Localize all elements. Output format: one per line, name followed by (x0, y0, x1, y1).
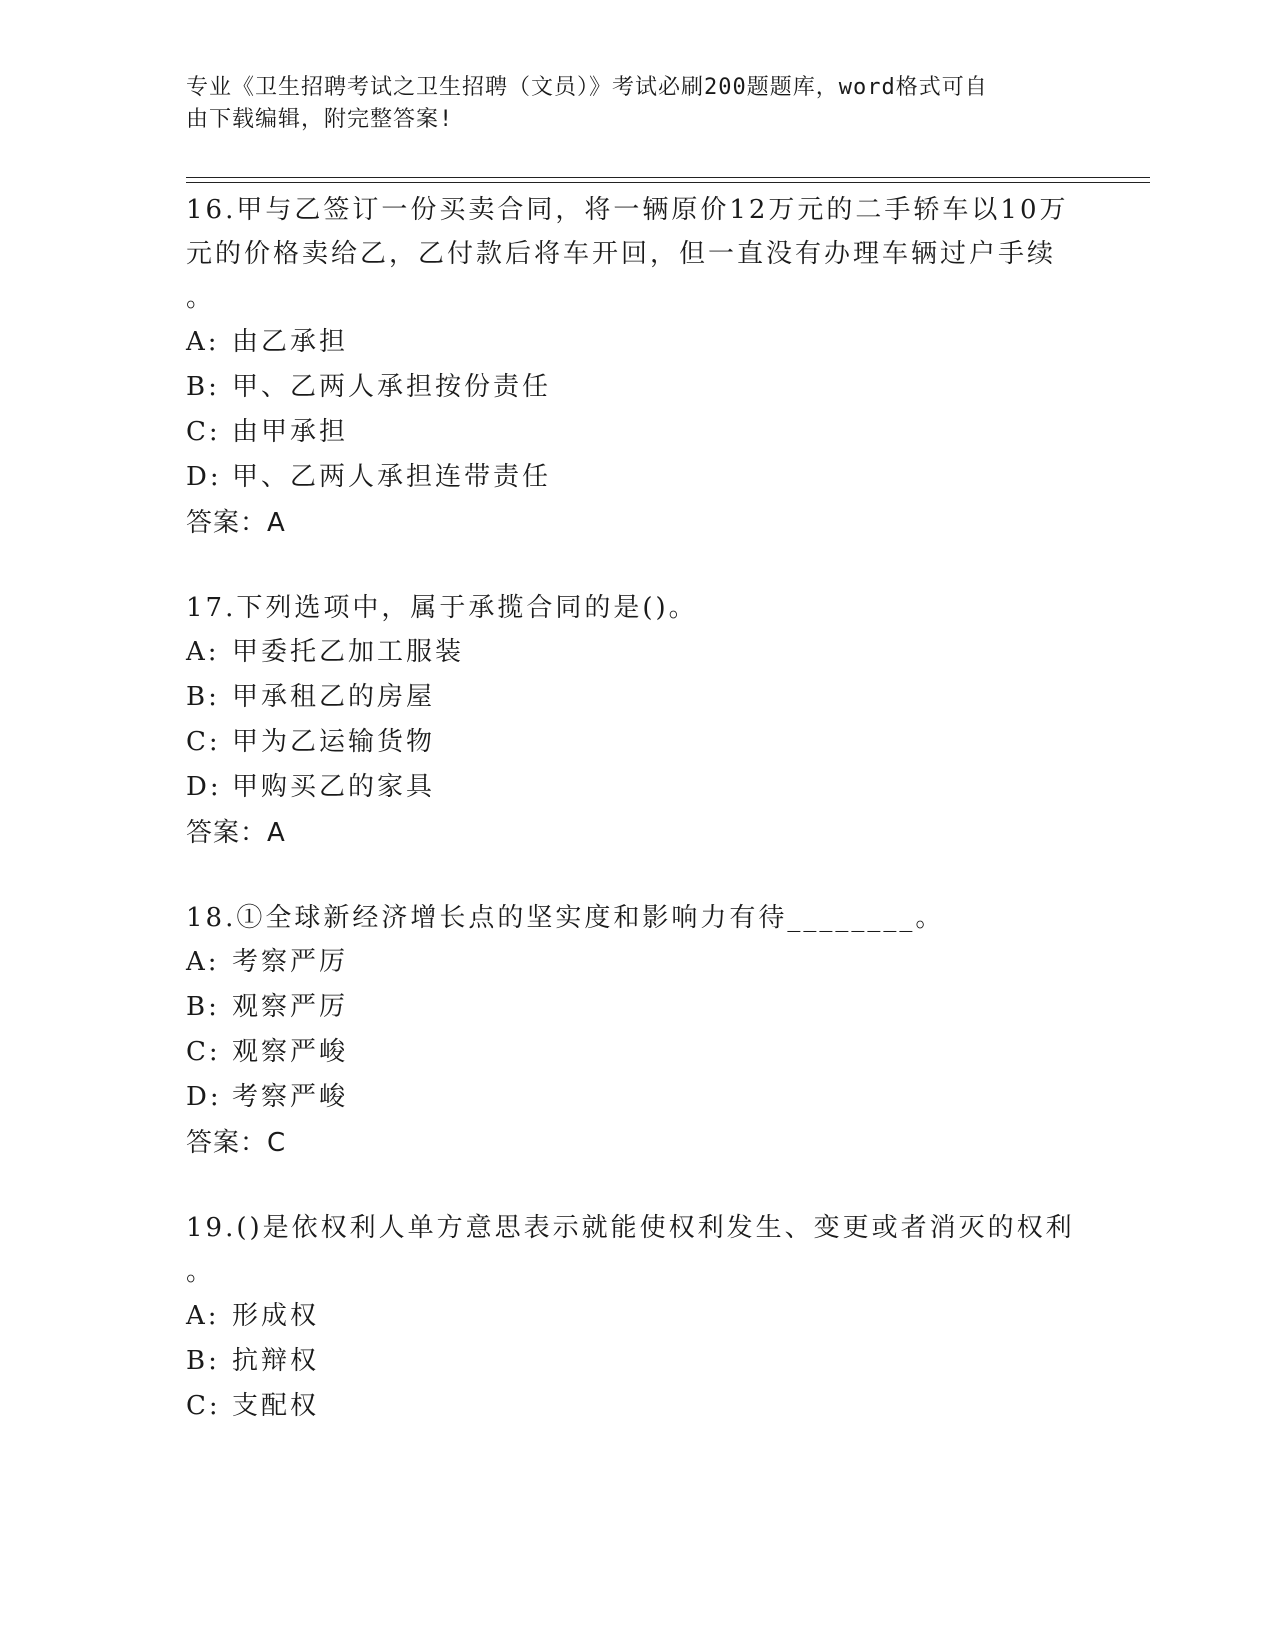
option-a (186, 630, 1086, 675)
option-c (186, 410, 1086, 455)
question-16 (186, 188, 1086, 546)
header-line-2: 由下载编辑，附完整答案! (186, 107, 454, 132)
option-letter: A: (186, 1301, 220, 1331)
question-text-continued: 。 (186, 283, 216, 313)
option-text: 考察严厉 (232, 947, 349, 977)
question-text-continued: 元的价格卖给乙，乙付款后将车开回，但一直没有办理车辆过户手续 (186, 239, 1057, 269)
option-text: 甲承租乙的房屋 (232, 682, 436, 712)
option-text: 观察严厉 (232, 992, 349, 1022)
option-letter: C: (186, 417, 221, 447)
option-letter: D: (186, 462, 222, 492)
option-letter: B: (186, 682, 220, 712)
header-line-1: 专业《卫生招聘考试之卫生招聘（文员）》考试必刷200题题库，word格式可自 (186, 75, 988, 100)
option-text: 甲为乙运输货物 (232, 727, 436, 757)
option-letter: A: (186, 637, 220, 667)
option-letter: C: (186, 1037, 221, 1067)
option-text: 甲、乙两人承担按份责任 (232, 372, 552, 402)
question-text: 16.甲与乙签订一份买卖合同，将一辆原价12万元的二手轿车以10万 (186, 195, 1069, 225)
option-b (186, 675, 1086, 720)
option-b (186, 1339, 1086, 1384)
option-text: 形成权 (232, 1301, 320, 1331)
option-text: 由甲承担 (232, 417, 349, 447)
option-letter: B: (186, 992, 220, 1022)
option-a (186, 1294, 1086, 1339)
option-b (186, 985, 1086, 1030)
option-d (186, 1075, 1086, 1120)
question-19 (186, 1206, 1086, 1429)
option-text: 甲委托乙加工服装 (232, 637, 465, 667)
answer-line: 答案：A (186, 818, 286, 848)
option-text: 支配权 (232, 1391, 320, 1421)
option-c (186, 720, 1086, 765)
question-list (186, 188, 1086, 1429)
option-d (186, 455, 1086, 500)
option-letter: D: (186, 772, 222, 802)
option-text: 由乙承担 (232, 327, 349, 357)
option-a (186, 320, 1086, 365)
header-divider-bottom (186, 182, 1150, 183)
option-b (186, 365, 1086, 410)
question-text-continued: 。 (186, 1257, 216, 1287)
option-text: 抗辩权 (232, 1346, 320, 1376)
option-text: 观察严峻 (232, 1037, 349, 1067)
answer-line: 答案：A (186, 508, 286, 538)
question-text: 19.()是依权利人单方意思表示就能使权利发生、变更或者消灭的权利 (186, 1213, 1075, 1243)
option-letter: C: (186, 1391, 221, 1421)
option-letter: D: (186, 1082, 222, 1112)
option-letter: B: (186, 372, 220, 402)
option-a (186, 940, 1086, 985)
question-text: 17.下列选项中，属于承揽合同的是()。 (186, 593, 698, 623)
option-d (186, 765, 1086, 810)
question-text: 18.①全球新经济增长点的坚实度和影响力有待________。 (186, 903, 945, 933)
question-17 (186, 586, 1086, 856)
question-18 (186, 896, 1086, 1166)
option-text: 甲购买乙的家具 (232, 772, 436, 802)
option-text: 甲、乙两人承担连带责任 (232, 462, 552, 492)
option-letter: A: (186, 327, 220, 357)
option-text: 考察严峻 (232, 1082, 349, 1112)
answer-line: 答案：C (186, 1128, 287, 1158)
option-letter: C: (186, 727, 221, 757)
option-letter: A: (186, 947, 220, 977)
option-letter: B: (186, 1346, 220, 1376)
option-c (186, 1030, 1086, 1075)
document-header (186, 72, 1066, 136)
header-divider-top (186, 177, 1150, 178)
option-c (186, 1384, 1086, 1429)
